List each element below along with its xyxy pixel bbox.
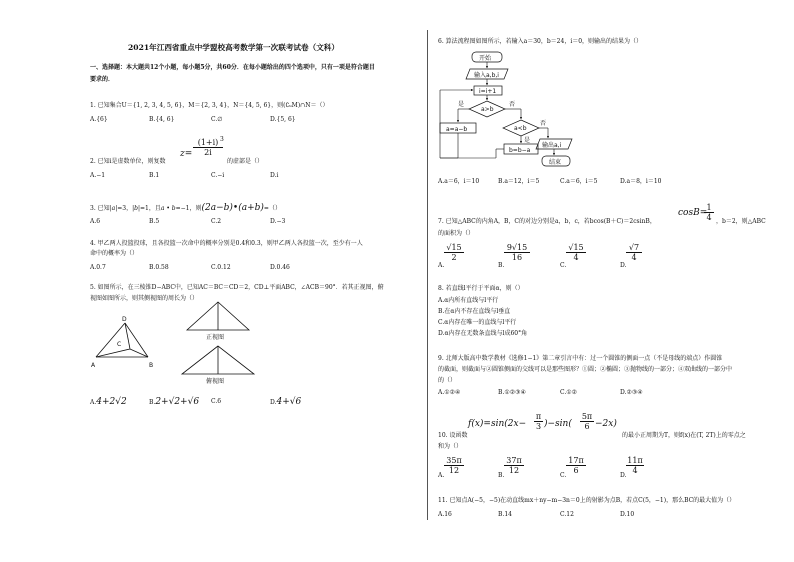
- q8-stem: 8. 若直线l平行于平面α，则（）: [438, 285, 524, 292]
- q2-fraction: [193, 138, 223, 157]
- column-divider: [427, 30, 428, 520]
- q9-option-c: C.①②: [560, 389, 578, 396]
- q9-option-d: D.②③④: [620, 389, 643, 396]
- q3-option-c: C.2: [211, 218, 222, 225]
- q2-option-d: D.i: [270, 172, 279, 179]
- q10-option-b: [504, 456, 524, 475]
- q3-vector-a: a: [111, 205, 116, 212]
- q7-option-c-num: √15: [566, 243, 586, 253]
- q10-tail: 的最小正周期为T，则f(x)在(T, 2T)上的零点之: [622, 432, 746, 439]
- q7-option-c: [566, 243, 586, 262]
- flow-end: 结束: [549, 159, 562, 166]
- q7-option-a-num: √15: [444, 243, 464, 253]
- q2-denominator: 2i: [204, 148, 212, 157]
- q3-option-d: D.−3: [270, 218, 286, 225]
- q10-frac1-num: π: [535, 412, 542, 421]
- q2-option-b: B.1: [149, 172, 160, 179]
- flow-cond2: a<b: [514, 125, 527, 132]
- q3-option-a: A.6: [90, 218, 101, 225]
- section-heading-cont: 要求的．: [90, 76, 115, 83]
- q10-option-b-num: 37π: [504, 456, 524, 466]
- q7-option-d-letter: D.: [620, 262, 627, 269]
- top-view-label: 俯视图: [206, 378, 225, 385]
- q3-text-1: 3. 已知|: [90, 205, 112, 212]
- q10-option-b-letter: B.: [498, 472, 505, 479]
- q10-option-d-letter: D.: [620, 472, 627, 479]
- q3-expression: (2a−b)•(a+b): [201, 203, 264, 213]
- q7-stem-cont: 的面积为（）: [438, 230, 475, 237]
- q7-cos-numerator: 1: [704, 203, 714, 213]
- q3-option-b: B.5: [149, 218, 160, 225]
- page-title: 2021年江西省重点中学盟校高考数学第一次联考试卷（文科）: [128, 43, 339, 52]
- q3-text-2: |=3，|: [115, 205, 135, 212]
- q6-option-d: D.a＝8，i＝10: [620, 178, 662, 185]
- q5-option-b: [149, 398, 199, 407]
- top-view-figure: [180, 344, 256, 376]
- q7-stem: 7. 已知△ABC的内角A，B，C的对边分别是a，b，c，若bcos(B＋C)＝2csinB，: [438, 218, 656, 225]
- q2-exponent: 3: [220, 136, 224, 143]
- flow-box-left: a=a−b: [446, 126, 468, 133]
- q5-option-a-value: 4+2√2: [96, 397, 127, 407]
- flow-input: 输入a,b,i: [474, 72, 499, 79]
- flow-no2-label: 否: [540, 120, 547, 127]
- q5-option-a: [90, 398, 127, 407]
- q11-option-c: C.12: [560, 511, 574, 518]
- q1-option-b: B.{4, 6}: [149, 116, 175, 123]
- q8-option-a: A.α内所有直线与l平行: [438, 297, 499, 304]
- q11-option-a: A.16: [438, 511, 452, 518]
- q6-option-b: B.a＝12，i＝5: [498, 178, 540, 185]
- q10-option-a-num: 35π: [444, 456, 464, 466]
- q10-option-d: [626, 456, 644, 475]
- q8-option-c: C.α内存在唯一的直线与l平行: [438, 319, 517, 326]
- q10-func: f(x)=sin(2x−: [468, 419, 527, 429]
- q9-stem-cont: 的截面，则截面与②圆锥侧面的交线可以是那些图形？①圆；②椭圆；③抛物线的一部分；④双曲线的一部分中: [438, 366, 733, 373]
- q10-option-d-num: 11π: [627, 456, 643, 465]
- flow-assign: i=i+1: [479, 88, 497, 95]
- flow-box-right: b=b−a: [509, 147, 531, 154]
- q3-dot-product: a • b: [160, 205, 176, 212]
- q5-option-b-value: 2+√2+√6: [155, 397, 200, 407]
- flow-cond1: a>b: [481, 106, 494, 113]
- label-c: C: [117, 341, 122, 348]
- label-b: B: [149, 362, 154, 369]
- q7-option-a-den: 2: [451, 253, 457, 262]
- flowchart-figure: [436, 50, 576, 172]
- q5-option-b-letter: B.: [149, 399, 156, 406]
- q4-stem: 4. 甲乙两人投篮投球，且各投篮一次命中的概率分别是0.4和0.3，则甲乙两人各投篮一次，至少有一人: [90, 240, 363, 247]
- q7-option-c-den: 4: [573, 253, 579, 262]
- q10-option-c-num: 17π: [566, 456, 586, 466]
- flow-yes2-label: 是: [524, 137, 531, 144]
- q2-option-c: C.−i: [211, 172, 225, 179]
- q10-frac1: [534, 412, 543, 431]
- q10-option-a-den: 12: [448, 466, 460, 475]
- q2-option-a: A.−1: [90, 172, 106, 179]
- section-heading: 一、选择题：本大题共12个小题，每小题5分，共60分．在每小题给出的四个选项中，只有一项是符合题目: [90, 64, 375, 71]
- q10-frac2: [580, 412, 594, 431]
- q7-option-b-letter: B.: [498, 262, 505, 269]
- q7-option-b-num: 9√15: [504, 243, 530, 253]
- q11-option-d: D.10: [620, 511, 635, 518]
- q7-option-b-den: 16: [511, 253, 523, 262]
- q5-stem: 5. 如图所示，在三棱锥D−ABC中，已知AC＝BC＝CD＝2，CD⊥平面ABC，∠ACB＝90°．若其正视图，俯: [90, 284, 384, 291]
- q7-option-d-den: 4: [631, 253, 637, 262]
- q11-stem: 11. 已知点A(−5，−5)在动直线mx＋ny−m−3n＝0上的射影为点B，若点C(5，−1)，那么BC的最大值为（）: [438, 497, 736, 504]
- q6-option-a: A.a＝6，i＝10: [438, 178, 480, 185]
- q3-suffix: =（）: [263, 205, 281, 212]
- flow-start: 开始: [479, 55, 492, 62]
- flow-yes-label: 是: [458, 101, 465, 108]
- q3-text-4: =−1，则: [175, 205, 202, 212]
- label-a: A: [91, 362, 96, 369]
- q7-option-d: [626, 243, 642, 262]
- q1-stem: 1. 已知集合U＝{1, 2, 3, 4, 5, 6}，M＝{2, 3, 4}，N＝{4, 5, 6}，则(∁ᵤM)∩N＝（）: [90, 102, 329, 109]
- q10-option-d-den: 4: [632, 466, 638, 475]
- front-view-figure: [185, 300, 251, 332]
- q8-option-b: B.在α内不存在直线与l垂直: [438, 308, 511, 315]
- q7-option-d-num: √7: [626, 243, 642, 253]
- q5-option-d-letter: D.: [270, 399, 277, 406]
- q7-tail: ，b＝2，则△ABC: [716, 218, 766, 225]
- q9-option-a: A.①②④: [438, 389, 461, 396]
- q4-option-b: B.0.58: [149, 264, 169, 271]
- tetrahedron-figure: [90, 315, 160, 371]
- q7-cos-denominator: 4: [706, 213, 712, 222]
- q10-stem-cont: 和为（）: [438, 443, 463, 450]
- q10-frac2-num: 5π: [581, 412, 593, 421]
- q10-option-c-letter: C.: [560, 472, 567, 479]
- flow-output: 输出a,i: [542, 142, 562, 149]
- q6-option-c: C.a＝6，i＝5: [560, 178, 598, 185]
- q10-end: −2x): [595, 419, 617, 429]
- q4-option-c: C.0.12: [211, 264, 231, 271]
- q3-prefix: [90, 204, 281, 213]
- q10-frac2-den: 6: [584, 422, 590, 431]
- q10-frac1-den: 3: [535, 422, 542, 431]
- q3-vector-b: b: [134, 205, 138, 212]
- q10-option-c: [566, 456, 586, 475]
- q5-option-d: [270, 398, 301, 407]
- q8-option-d: D.α内存在无数条直线与l成60°角: [438, 330, 528, 337]
- flow-no-label: 否: [509, 101, 516, 108]
- q4-stem-cont: 命中的概率为（）: [90, 250, 139, 257]
- q7-cos-fraction: [704, 203, 714, 222]
- front-view-label: 正视图: [206, 334, 225, 341]
- q7-option-a-letter: A.: [438, 262, 445, 269]
- q6-stem: 6. 算法流程图如图所示，若输入a＝30，b＝24，i＝0，则输出的结果为（）: [438, 38, 643, 45]
- q10-option-a-letter: A.: [438, 472, 445, 479]
- q2-numerator: (1+i): [193, 138, 223, 148]
- q5-option-a-letter: A.: [90, 399, 97, 406]
- q7-cos-label: cosB=: [678, 208, 708, 218]
- q2-prefix: 2. 已知i是虚数单位，则复数: [90, 158, 166, 165]
- q10-option-c-den: 6: [573, 466, 579, 475]
- q2-z: z=: [180, 149, 193, 159]
- q2-suffix: 的虚部是（）: [227, 158, 264, 165]
- q4-option-a: A.0.7: [90, 264, 106, 271]
- q1-option-a: A.{6}: [90, 116, 108, 123]
- q5-option-c: C.6: [211, 398, 222, 405]
- q7-option-b: [504, 243, 530, 262]
- q9-stem: 9. 北师大版高中数学教材《选修1−1》第二章引言中有：过一个圆锥的侧面一点（不是母线的端点）作圆锥: [438, 355, 723, 362]
- q7-option-c-letter: C.: [560, 262, 567, 269]
- q3-text-3: |=1，且: [137, 205, 161, 212]
- q5-stem-cont: 视图如图所示，则其侧视图的周长为（）: [90, 295, 199, 302]
- q9-option-b: B.①②③④: [498, 389, 526, 396]
- label-d: D: [122, 316, 127, 323]
- q11-option-b: B.14: [498, 511, 512, 518]
- q10-option-a: [444, 456, 464, 475]
- q4-option-d: D.0.46: [270, 264, 290, 271]
- q10-mid: )−sin(: [544, 419, 572, 429]
- q9-stem-cont2: 的（）: [438, 377, 457, 384]
- q7-option-a: [444, 243, 464, 262]
- q1-option-c: C.∅: [211, 116, 223, 123]
- q1-option-d: D.{5, 6}: [270, 116, 296, 123]
- q10-option-b-den: 12: [508, 466, 520, 475]
- q10-prefix: 10. 设函数: [438, 432, 468, 439]
- q5-option-d-value: 4+√6: [276, 397, 302, 407]
